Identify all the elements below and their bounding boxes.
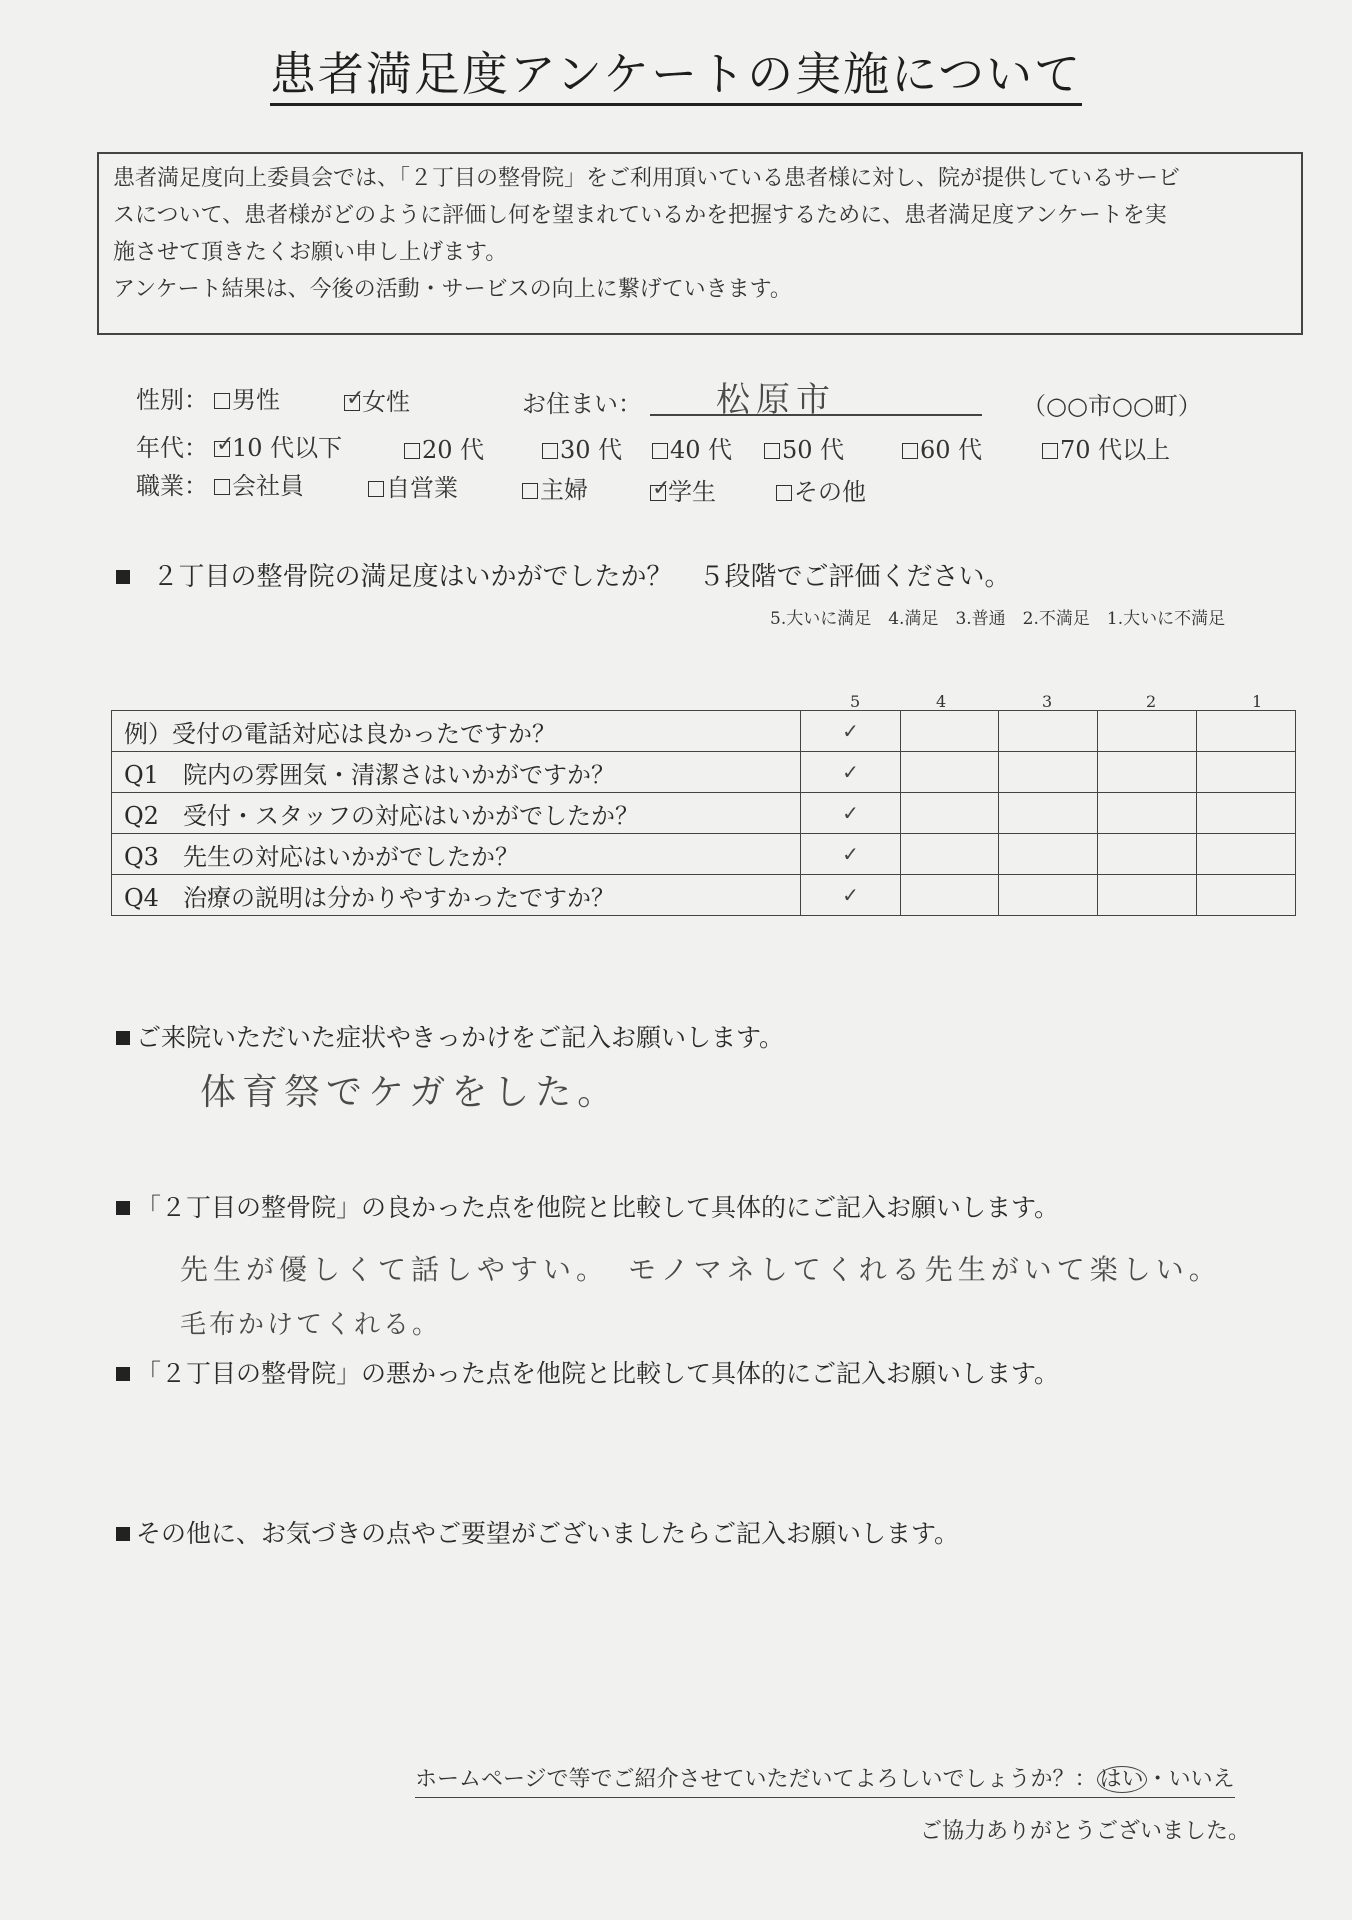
question-label: Q4 治療の説明は分かりやすかったですか？	[112, 875, 801, 916]
publish-consent-question: ホームページで等でご紹介させていただいてよろしいでしょうか？： はい ・いいえ	[415, 1762, 1235, 1798]
age-option-30s[interactable]: 30 代	[542, 430, 622, 465]
rating-cell-4[interactable]	[900, 752, 999, 793]
check-mark-icon: ✓	[842, 719, 859, 743]
rating-cell-5[interactable]	[801, 875, 900, 916]
rating-cell-1[interactable]	[1197, 834, 1296, 875]
address-label: お住まい：	[522, 390, 642, 418]
table-row	[112, 793, 1296, 834]
occupation-option-other[interactable]: その他	[776, 472, 866, 507]
occupation-option-student[interactable]: ✓ 学生	[650, 472, 716, 507]
symptoms-heading: ご来院いただいた症状やきっかけをご記入お願いします。	[116, 1018, 784, 1054]
check-mark-icon: ✓	[842, 801, 859, 825]
rating-cell-3[interactable]	[999, 834, 1098, 875]
intro-line: 患者満足度向上委員会では、「２丁目の整骨院」をご利用頂いている患者様に対し、院が提供しているサービ	[113, 166, 1181, 191]
age-option-10s[interactable]: ✓ 10 代以下	[214, 428, 342, 463]
bullet-square-icon	[116, 1527, 130, 1541]
checkbox[interactable]	[368, 481, 384, 497]
checkbox[interactable]	[522, 483, 538, 499]
table-row	[112, 875, 1296, 916]
age-option-70s-plus[interactable]: 70 代以上	[1042, 430, 1170, 465]
bullet-square-icon	[116, 1201, 130, 1215]
age-option-60s[interactable]: 60 代	[902, 430, 982, 465]
rating-scale-legend: 5.大いに満足 4.満足 3.普通 2.不満足 1.大いに不満足	[770, 609, 1226, 629]
age-option-40s[interactable]: 40 代	[652, 430, 732, 465]
rating-cell-1[interactable]	[1197, 752, 1296, 793]
question-label: 例）受付の電話対応は良かったですか？	[112, 711, 801, 752]
table-row	[112, 711, 1296, 752]
address-hint: （○○市○○町）	[1022, 392, 1202, 420]
gender-option-male[interactable]: 男性	[214, 380, 280, 415]
rating-cell-1[interactable]	[1197, 793, 1296, 834]
address-value[interactable]: 松原市	[716, 380, 836, 420]
column-header-5: 5	[850, 692, 861, 711]
checkbox[interactable]	[214, 479, 230, 495]
rating-cell-4[interactable]	[900, 711, 999, 752]
checkbox[interactable]	[652, 443, 668, 459]
rating-cell-5[interactable]	[801, 793, 900, 834]
column-header-4: 4	[936, 692, 947, 711]
question-label: Q3 先生の対応はいかがでしたか？	[112, 834, 801, 875]
occupation-label: 職業：	[136, 472, 208, 500]
good-points-answer-line[interactable]: 毛布かけてくれる。	[180, 1310, 442, 1340]
rating-cell-4[interactable]	[900, 875, 999, 916]
occupation-option-employee[interactable]: 会社員	[214, 466, 304, 501]
satisfaction-heading: ２丁目の整骨院の満足度はいかがでしたか？ ５段階でご評価ください。	[116, 556, 1011, 593]
checkbox-checked[interactable]	[650, 485, 666, 501]
rating-cell-4[interactable]	[900, 793, 999, 834]
consent-no-option[interactable]: いいえ	[1168, 1767, 1235, 1792]
gender-label: 性別：	[136, 386, 208, 414]
question-label: Q1 院内の雰囲気・清潔さはいかがですか？	[112, 752, 801, 793]
table-row	[112, 834, 1296, 875]
rating-cell-2[interactable]	[1098, 793, 1197, 834]
rating-cell-2[interactable]	[1098, 875, 1197, 916]
bullet-square-icon	[116, 1031, 130, 1045]
age-label: 年代：	[136, 434, 208, 462]
consent-yes-option[interactable]: はい	[1097, 1766, 1147, 1793]
rating-cell-3[interactable]	[999, 752, 1098, 793]
good-points-heading: 「２丁目の整骨院」の良かった点を他院と比較して具体的にご記入お願いします。	[116, 1188, 1059, 1224]
occupation-option-housewife[interactable]: 主婦	[522, 470, 588, 505]
age-option-50s[interactable]: 50 代	[764, 430, 844, 465]
intro-line: アンケート結果は、今後の活動・サービスの向上に繋げていきます。	[113, 277, 792, 302]
rating-cell-2[interactable]	[1098, 711, 1197, 752]
rating-cell-2[interactable]	[1098, 752, 1197, 793]
checkbox[interactable]	[764, 443, 780, 459]
rating-cell-5[interactable]	[801, 711, 900, 752]
checkbox-checked[interactable]	[214, 441, 230, 457]
checkbox[interactable]	[1042, 443, 1058, 459]
rating-cell-4[interactable]	[900, 834, 999, 875]
rating-cell-3[interactable]	[999, 875, 1098, 916]
intro-box	[97, 152, 1303, 335]
occupation-option-self-employed[interactable]: 自営業	[368, 468, 458, 503]
check-mark-icon: ✓	[842, 883, 859, 907]
column-header-2: 2	[1146, 692, 1157, 711]
gender-option-female[interactable]: ✓ 女性	[344, 382, 410, 417]
intro-line: スについて、患者様がどのように評価し何を望まれているかを把握するために、患者満足度アンケートを実	[113, 203, 1167, 228]
other-heading: その他に、お気づきの点やご要望がございましたらご記入お願いします。	[116, 1514, 959, 1550]
intro-line: 施させて頂きたくお願い申し上げます。	[113, 240, 508, 265]
checkbox[interactable]	[214, 393, 230, 409]
checkbox[interactable]	[776, 485, 792, 501]
bad-points-heading: 「２丁目の整骨院」の悪かった点を他院と比較して具体的にご記入お願いします。	[116, 1354, 1059, 1390]
bullet-square-icon	[116, 570, 130, 584]
bullet-square-icon	[116, 1367, 130, 1381]
checkbox[interactable]	[902, 443, 918, 459]
rating-cell-3[interactable]	[999, 793, 1098, 834]
rating-cell-2[interactable]	[1098, 834, 1197, 875]
table-row	[112, 752, 1296, 793]
checkbox[interactable]	[542, 443, 558, 459]
checkbox-checked[interactable]	[344, 395, 360, 411]
column-header-1: 1	[1252, 692, 1263, 711]
checkbox[interactable]	[404, 443, 420, 459]
good-points-answer-line[interactable]: 先生が優しくて話しやすい。 モノマネしてくれる先生がいて楽しい。	[180, 1253, 1222, 1286]
age-option-20s[interactable]: 20 代	[404, 430, 484, 465]
address-underline	[650, 414, 982, 416]
rating-cell-5[interactable]	[801, 834, 900, 875]
check-mark-icon: ✓	[842, 760, 859, 784]
rating-cell-3[interactable]	[999, 711, 1098, 752]
rating-table	[111, 710, 1296, 916]
thanks-message: ご協力ありがとうございました。	[920, 1819, 1251, 1844]
column-header-3: 3	[1042, 692, 1053, 711]
symptoms-answer[interactable]: 体育祭でケガをした。	[200, 1072, 620, 1113]
check-mark-icon: ✓	[842, 842, 859, 866]
question-label: Q2 受付・スタッフの対応はいかがでしたか？	[112, 793, 801, 834]
rating-cell-5[interactable]	[801, 752, 900, 793]
rating-cell-1[interactable]	[1197, 875, 1296, 916]
rating-cell-1[interactable]	[1197, 711, 1296, 752]
page-title: 患者満足度アンケートの実施について	[0, 38, 1352, 104]
